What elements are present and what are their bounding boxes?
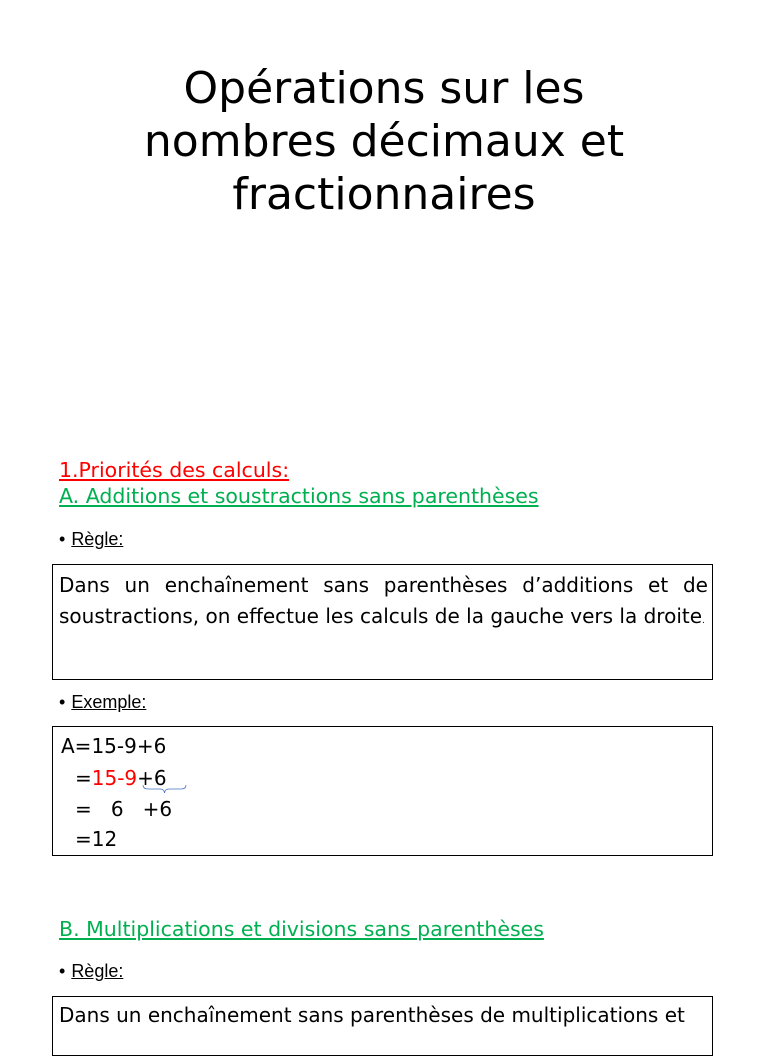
bullet-rule-a: [59, 529, 123, 550]
subheading-additions: A. Additions et soustractions sans parenthèses: [59, 484, 539, 508]
bullet-mark: •: [59, 961, 66, 981]
subheading-multiplications: B. Multiplications et divisions sans parenthèses: [59, 917, 544, 941]
bullet-mark: •: [59, 692, 66, 712]
example-box-additions: [52, 726, 713, 856]
example-label: Exemple:: [71, 692, 147, 712]
rule-text-additions: [53, 565, 712, 636]
section-heading-priorities: 1.Priorités des calculs:: [59, 458, 290, 482]
bullet-example-a: [59, 692, 146, 713]
title-line-2: nombres décimaux et: [143, 116, 625, 167]
bullet-mark: •: [59, 529, 66, 549]
rule-box-additions: [52, 564, 713, 680]
rule-label: Règle:: [71, 961, 124, 981]
example-line-1: A=15-9+6: [61, 734, 167, 758]
rule-label: Règle:: [71, 529, 124, 549]
example-line-3: = 6 +6: [75, 797, 173, 821]
bullet-rule-b: [59, 961, 123, 982]
title-line-1: Opérations sur les: [183, 63, 585, 114]
rule-text-multiplications: Dans un enchaînement sans parenthèses de multiplications et: [59, 1003, 685, 1027]
example-line-2-prefix: =: [75, 766, 92, 790]
underbrace-icon: [142, 785, 187, 793]
example-highlight: 15-9: [91, 766, 138, 790]
example-line-4: =12: [75, 827, 118, 851]
rule-text-end: .: [702, 615, 705, 626]
rule-box-multiplications: [52, 996, 713, 1056]
page-title: [0, 62, 768, 221]
title-line-3: fractionnaires: [232, 169, 536, 220]
rule-text-body: Dans un enchaînement sans parenthèses d’additions et de soustractions, on effectue les calculs de la gauche vers la droite: [59, 573, 708, 628]
example-line-2-suffix: +6: [137, 766, 167, 790]
